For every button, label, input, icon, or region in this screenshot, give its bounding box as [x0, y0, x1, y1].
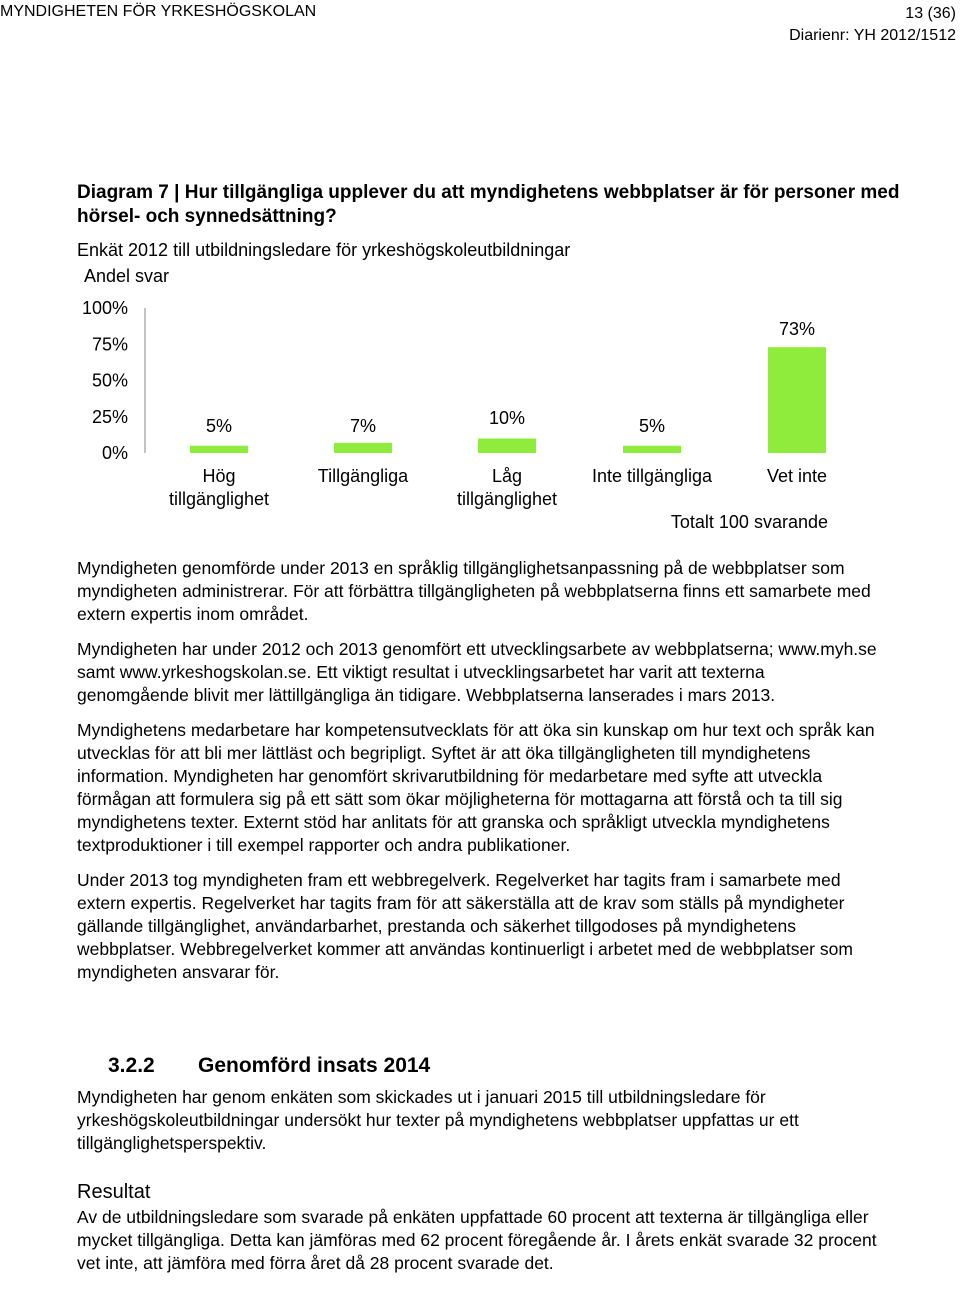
bar-value-label: 73% — [778, 319, 816, 339]
page-number: 13 (36) — [905, 5, 956, 22]
bar-value-label: 5% — [205, 416, 233, 436]
header-meta — [789, 3, 956, 47]
bar — [768, 347, 826, 453]
bar — [334, 443, 392, 453]
y-tick-label: 0% — [101, 443, 128, 463]
section-heading — [108, 1054, 430, 1078]
section-title: Genomförd insats 2014 — [198, 1054, 431, 1077]
paragraph: Myndigheten har under 2012 och 2013 genomfört ett utvecklingsarbete av webbplatserna; www.myh.se samt www.yrkeshogskolan.se. Ett viktigt resultat i utvecklingsarbetet har varit att texterna genomgående blivit mer lättillgängliga än tidigare. Webbplatserna lanserades i mars 2013. — [77, 639, 877, 705]
category-label: tillgänglighet — [168, 489, 270, 509]
result-heading: Resultat — [77, 1181, 151, 1203]
y-axis-label: Andel svar — [84, 266, 170, 286]
bar-chart — [0, 290, 960, 540]
category-label: Hög — [202, 466, 236, 486]
chart-total-note: Totalt 100 svarande — [670, 512, 828, 532]
body-paragraphs — [77, 557, 877, 996]
paragraph: Myndigheten genomförde under 2013 en språklig tillgänglighetsanpassning på de webbplatser som myndigheten administrerar. För att förbättra tillgängligheten på webbplatserna finns ett samarbete med extern expertis inom området. — [77, 558, 871, 624]
bar — [478, 439, 536, 454]
diarienummer: Diarienr: YH 2012/1512 — [789, 27, 956, 44]
category-label: tillgänglighet — [456, 489, 558, 509]
result-body — [77, 1206, 877, 1287]
bar — [623, 446, 681, 453]
y-tick-label: 75% — [91, 334, 128, 355]
category-label: Tillgängliga — [317, 466, 409, 486]
section-body — [77, 1086, 877, 1167]
header-org: MYNDIGHETEN FÖR YRKESHÖGSKOLAN — [0, 3, 317, 20]
category-label: Låg — [491, 466, 523, 486]
category-label: Inte tillgängliga — [591, 466, 713, 486]
paragraph: Under 2013 tog myndigheten fram ett webbregelverk. Regelverket har tagits fram i samarbete med extern expertis. Regelverket har tagits fram för att säkerställa att de krav som ställs på myndigheter gällande tillgänglighet, användarbarhet, prestanda och säkerhet tillgodoses på myndighetens webbplatser. Webbregelverket kommer att användas kontinuerligt i arbetet med de webbplatser som myndigheten ansvarar för. — [77, 870, 853, 982]
bar-value-label: 5% — [638, 416, 666, 436]
y-tick-label: 100% — [81, 298, 128, 318]
bar-value-label: 7% — [349, 416, 377, 436]
bar-value-label: 10% — [488, 408, 526, 428]
diagram-subtitle: Enkät 2012 till utbildningsledare för yrkeshögskoleutbildningar — [77, 240, 571, 260]
bar — [190, 446, 248, 453]
category-label: Vet inte — [766, 466, 828, 486]
y-tick-labels — [82, 298, 128, 463]
bar-value-labels — [206, 319, 815, 436]
y-tick-label: 25% — [91, 406, 128, 427]
section-number: 3.2.2 — [108, 1054, 155, 1077]
paragraph: Myndigheten har genom enkäten som skickades ut i januari 2015 till utbildningsledare för yrkeshögskoleutbildningar undersökt hur texter på myndighetens webbplatser uppfattas ur ett tillgänglighetsperspektiv. — [77, 1087, 799, 1153]
paragraph: Av de utbildningsledare som svarade på enkäten uppfattade 60 procent att texterna är tillgängliga eller mycket tillgängliga. Detta kan jämföras med 62 procent föregående år. I årets enkät svarade 32 procent vet inte, att jämföra med förra året då 28 procent svarade det. — [77, 1207, 877, 1273]
y-tick-label: 50% — [91, 370, 128, 391]
diagram-title: Diagram 7 | Hur tillgängliga upplever du att myndighetens webbplatser är för personer med hörsel- och synnedsättning? — [77, 182, 900, 227]
paragraph: Myndighetens medarbetare har kompetensutvecklats för att öka sin kunskap om hur text och språk kan utvecklas för att bli mer lättläst och begripligt. Syftet är att öka tillgängligheten till myndighetens information. Myndigheten har genomfört skrivarutbildning för medarbetare med syfte att utveckla förmågan att formulera sig på ett sätt som ökar möjligheterna för mottagarna att förstå och ta till sig myndighetens texter. Externt stöd har anlitats för att granska och språkligt utveckla myndighetens textproduktioner i till exempel rapporter och andra publikationer. — [77, 720, 875, 855]
bars — [190, 347, 826, 453]
category-labels — [169, 466, 827, 509]
